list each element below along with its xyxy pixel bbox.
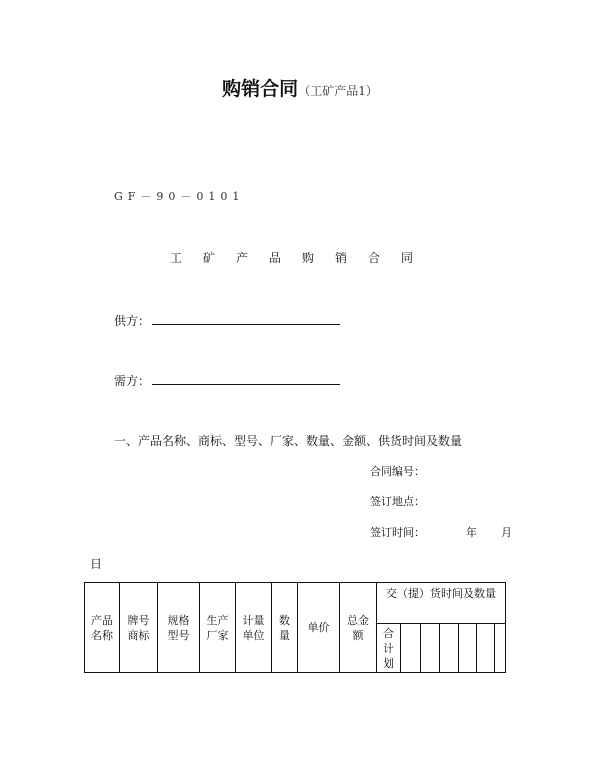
header-delivery-schedule: 交（提）货时间及数量 bbox=[377, 583, 506, 624]
title-main: 购销合同 bbox=[222, 78, 299, 100]
delivery-cell[interactable] bbox=[401, 624, 421, 673]
title-subtitle: （工矿产品1） bbox=[298, 84, 378, 98]
year-label: 年 bbox=[466, 526, 477, 539]
supplier-label: 供方： bbox=[114, 314, 151, 328]
header-unit: 计量 单位 bbox=[236, 583, 272, 673]
delivery-cell[interactable] bbox=[477, 624, 495, 673]
header-product-name: 产品 名称 bbox=[85, 583, 120, 673]
delivery-cell[interactable] bbox=[459, 624, 477, 673]
supplier-row bbox=[114, 312, 340, 329]
header-brand: 牌号 商标 bbox=[120, 583, 158, 673]
delivery-cell[interactable] bbox=[421, 624, 440, 673]
signing-place-label: 签订地点： bbox=[370, 495, 425, 508]
signing-time-label: 签订时间： bbox=[370, 526, 425, 539]
buyer-row bbox=[114, 372, 340, 389]
contract-heading: 工矿产品购销合同 bbox=[170, 251, 435, 265]
month-label: 月 bbox=[501, 526, 512, 539]
product-table-grid bbox=[84, 582, 506, 673]
delivery-cell[interactable] bbox=[440, 624, 459, 673]
section-1-heading: 一、产品名称、商标、型号、厂家、数量、金额、供货时间及数量 bbox=[114, 434, 463, 448]
header-spec: 规格 型号 bbox=[158, 583, 200, 673]
supplier-blank-line[interactable] bbox=[152, 312, 340, 325]
buyer-label: 需方： bbox=[114, 374, 151, 388]
contract-code: GF－90－0101 bbox=[114, 190, 245, 203]
contract-number-label: 合同编号： bbox=[370, 465, 425, 478]
day-label: 日 bbox=[90, 557, 103, 571]
product-table bbox=[84, 582, 505, 672]
buyer-blank-line[interactable] bbox=[152, 372, 340, 385]
document-title bbox=[0, 74, 600, 101]
header-manufacturer: 生产 厂家 bbox=[200, 583, 236, 673]
header-total-amount: 总金 额 bbox=[340, 583, 377, 673]
header-unit-price: 单价 bbox=[298, 583, 340, 673]
delivery-cell[interactable] bbox=[495, 624, 506, 673]
header-total-plan: 合 计 划 bbox=[377, 624, 401, 673]
header-quantity: 数 量 bbox=[272, 583, 298, 673]
